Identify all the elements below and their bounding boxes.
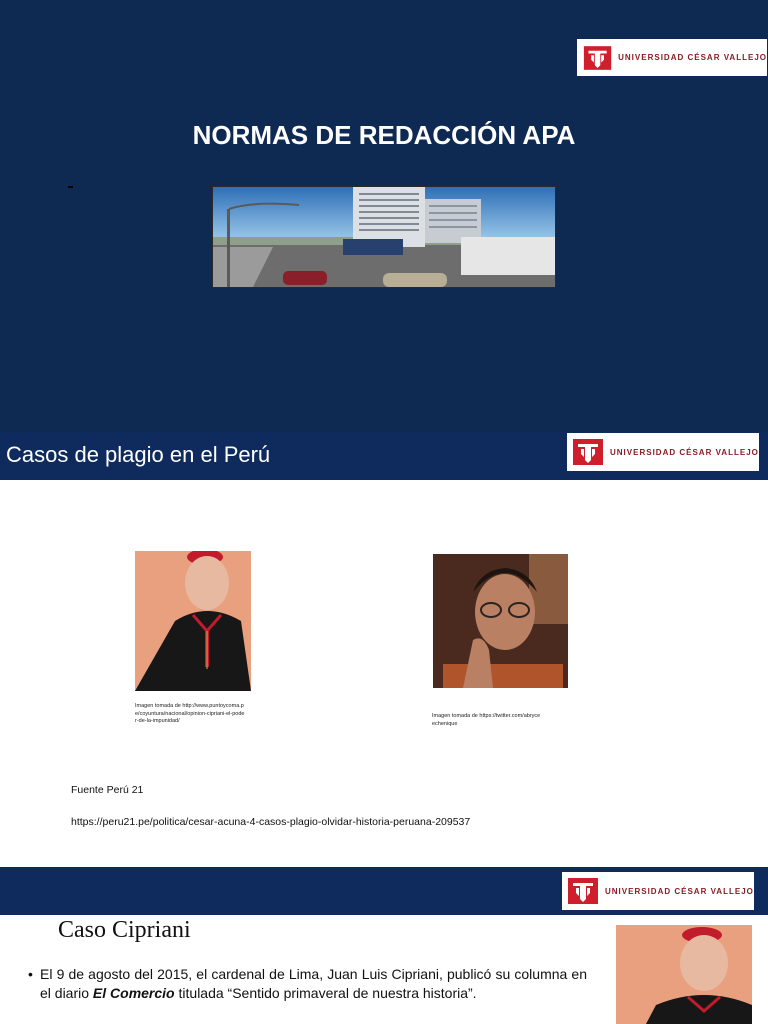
title-slide <box>0 0 768 432</box>
cipriani-photo-small <box>616 925 752 1024</box>
presentation-title: NORMAS DE REDACCIÓN APA <box>192 120 576 150</box>
bullet-text-start: El 9 de agosto del 2015, el cardenal de Lima, Juan Luis Cipriani, publicó su columna en el diario <box>40 966 587 1001</box>
university-logo <box>567 433 759 471</box>
bullet-item <box>28 965 587 1003</box>
source-url[interactable]: https://peru21.pe/politica/cesar-acuna-4-casos-plagio-olvidar-historia-peruana-209537 <box>71 816 471 828</box>
slide-title: Casos de plagio en el Perú <box>6 442 271 467</box>
logo-text: UNIVERSIDAD CÉSAR VALLEJO <box>605 886 754 896</box>
campus-illustration <box>213 187 555 287</box>
bullet-text-end: titulada “Sentido primaveral de nuestra historia”. <box>174 985 477 1001</box>
university-logo <box>577 39 767 76</box>
header-bar <box>0 432 768 480</box>
newspaper-name: El Comercio <box>92 985 175 1001</box>
cipriani-case-slide <box>0 865 768 1024</box>
bullet-icon: • <box>28 966 33 982</box>
photo2-caption: Imagen tomada de https://twitter.com/abryceechenique <box>432 713 541 727</box>
bryce-photo <box>433 554 568 688</box>
plagiarism-cases-slide <box>0 432 768 865</box>
ucv-shield-icon <box>583 44 612 72</box>
bullet-text <box>40 965 587 1003</box>
university-logo <box>562 872 754 910</box>
header-bar <box>0 867 768 915</box>
campus-image <box>212 186 556 288</box>
source-label: Fuente Perú 21 <box>71 784 144 796</box>
stray-mark <box>68 186 73 188</box>
ucv-shield-icon <box>572 438 604 466</box>
ucv-shield-icon <box>567 877 599 905</box>
photo1-caption: Imagen tomada de http://www.puntoycoma.pe/coyuntura/nacional/opinion-cipriani-el-poder-de-la-impunidad/ <box>135 703 245 724</box>
cipriani-photo <box>135 551 251 691</box>
logo-text: UNIVERSIDAD CÉSAR VALLEJO <box>618 53 767 62</box>
logo-text: UNIVERSIDAD CÉSAR VALLEJO <box>610 447 759 457</box>
case-title: Caso Cipriani <box>58 917 191 943</box>
